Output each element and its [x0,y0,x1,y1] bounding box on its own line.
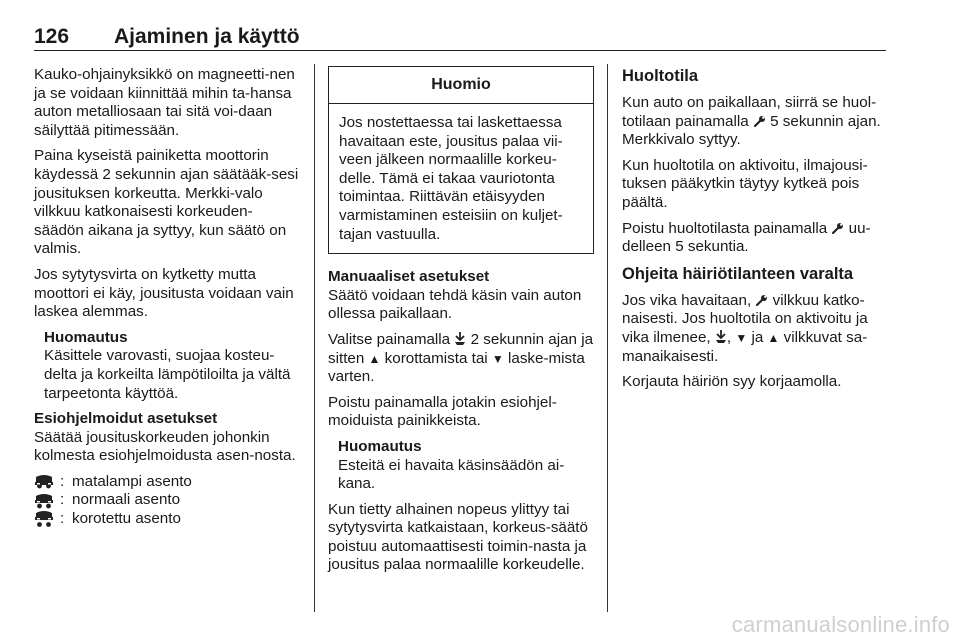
position-label: korotettu asento [72,510,181,528]
list-item: : matalampi asento [34,473,302,492]
note-title: Huomautus [338,437,422,455]
paragraph-ignition: Jos sytytysvirta on kytketty mutta moottori ei käy, jousitusta voidaan vain laskea alemmas. [34,265,294,321]
page-header [34,26,886,51]
warning-title: Huomio [329,67,593,104]
warning-text: Jos nostettaessa tai laskettaessa havaitaan este, jousitus palaa vii-veen jälkeen normaalille korkeu-delle. Tämä ei takaa vauriotonta toimintaa. Riittävän etäisyyden varmistaminen esteisiin on kuljet-tajan vastuulla. [339,114,563,243]
paragraph-press-button: Paina kyseistä painiketta moottorin käydessä 2 sekunnin ajan säätääk-sesi jousituksen korkeutta. Merkki-valo vilkkuu katkonaisesti korkeuden-säädön aikana ja syttyy, kun säätö on valmis. [34,147,299,258]
heading-service-mode: Huoltotila [622,67,699,85]
paragraph-service-exit: Poistu huoltotilasta painamalla uu-delleen 5 sekuntia. [622,219,871,256]
up-arrow-icon: ▲ [767,330,780,345]
car-raised-icon [34,511,54,527]
chapter-title: Ajaminen ja käyttö [114,25,300,48]
paragraph-exit: Poistu painamalla jotakin esiohjel-moiduista painikkeista. [328,393,557,430]
paragraph-service-enter: Kun auto on paikallaan, siirrä se huol-totilaan painamalla 5 sekunnin ajan. Merkkivalo syttyy. [622,94,881,149]
note-text: Käsittele varovasti, suojaa kosteu-delta ja korkeilta lämpötiloilta ja vältä tarpeetonta käyttöä. [44,347,291,402]
warning-box [328,66,594,254]
wrench-icon [755,294,768,307]
position-label: matalampi asento [72,472,192,490]
car-low-icon [34,474,54,490]
car-normal-icon [34,493,54,509]
up-arrow-icon: ▲ [368,351,381,366]
paragraph-remote: Kauko-ohjainyksikkö on magneetti-nen ja se voidaan kiinnittää mihin ta-hansa auton metalliosaan tai sitä voi-daan säilyttää pitimessään. [34,66,295,139]
note-title: Huomautus [44,328,128,346]
paragraph-repair: Korjauta häiriön syy korjaamolla. [622,373,842,391]
column-3 [622,66,888,399]
wrench-icon [831,222,844,235]
position-list [34,473,302,529]
subheading-manual: Manuaaliset asetukset [328,268,490,286]
heading-fault: Ohjeita häiriötilanteen varalta [622,264,854,283]
down-arrow-icon: ▼ [735,330,748,345]
note-block [34,329,302,403]
note-text: Esteitä ei havaita käsinsäädön ai-kana. [338,456,565,493]
watermark: carmanualsonline.info [731,612,950,637]
list-item: : normaali asento [34,491,302,510]
list-item: : korotettu asento [34,510,302,529]
suspension-manual-icon [454,332,466,346]
suspension-manual-icon [715,330,727,344]
paragraph-preset: Säätää jousituskorkeuden johonkin kolmesta esiohjelmoidusta asen-nosta. [34,428,296,465]
subheading-preset: Esiohjelmoidut asetukset [34,410,218,428]
position-label: normaali asento [72,491,181,509]
column-divider-1 [314,64,315,612]
down-arrow-icon: ▼ [491,351,504,366]
paragraph-fault: Jos vika havaitaan, vilkkuu katko-naisesti. Jos huoltotila on aktivoitu ja vika ilmenee, , ▼ ja ▲ vilkkuvat sa-manaikaisesti. [622,291,868,365]
paragraph-select: Valitse painamalla 2 sekunnin ajan ja sitten ▲ korottamista tai ▼ laske-mista varten. [328,330,594,386]
column-1 [34,66,302,529]
column-2 [328,66,594,582]
paragraph-speed: Kun tietty alhainen nopeus ylittyy tai sytytysvirta katkaistaan, korkeus-säätö poistuu automaattisesti toimin-nasta ja jousitus palaa normaalille korkeudelle. [328,500,588,574]
paragraph-service-switch: Kun huoltotila on aktivoitu, ilmajousi-tuksen pääkytkin täytyy kytkeä pois päältä. [622,156,868,211]
note-block [328,438,594,494]
column-divider-2 [607,64,608,612]
page-number: 126 [34,25,70,48]
paragraph-manual: Säätö voidaan tehdä käsin vain auton ollessa paikallaan. [328,286,582,323]
wrench-icon [753,115,766,128]
